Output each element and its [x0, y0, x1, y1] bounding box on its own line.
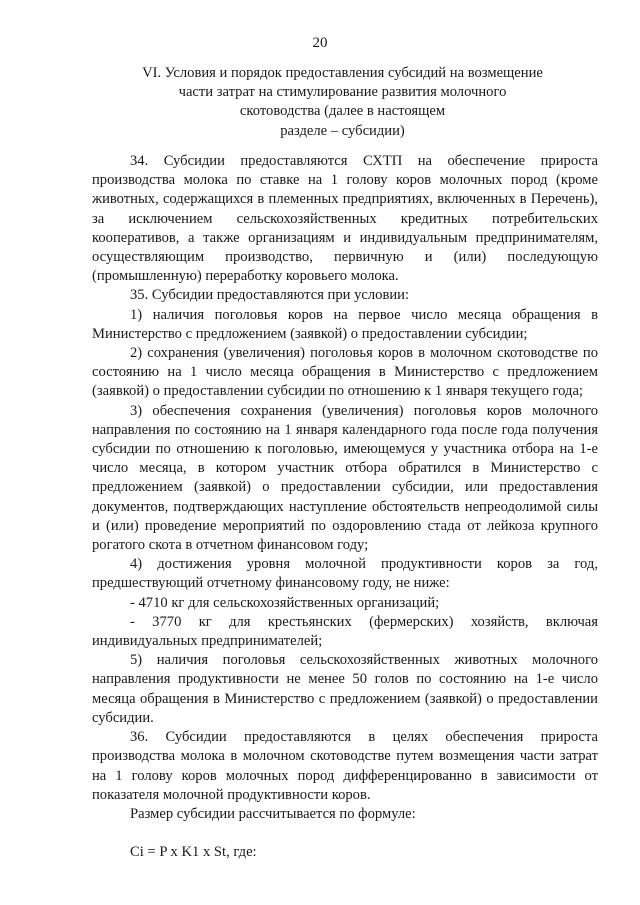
heading-line: разделе – субсидии) — [280, 122, 405, 139]
condition-3: 3) обеспечения сохранения (увеличения) поголовья коров молочного направления по состоянию на 1 января календарного года после года получения субсидии по отношению к поголовью, имеющемуся у участника отбора на 1-е число месяца, в котором участник отбора обратился в Министерство с предложением (заявкой) о предоставлении субсидии, или предоставления документов, подтверждающих наступление обстоятельств непреодолимой силы и (или) проведение мероприятий по оздоровлению стада от лейкоза крупного рогатого скота в отчетном финансовом году; — [92, 402, 598, 554]
page-number: 20 — [312, 35, 328, 51]
paragraph-35: 35. Субсидии предоставляются при условии: — [130, 287, 410, 304]
condition-1: 1) наличия поголовья коров на первое число месяца обращения в Министерство с предложением (заявкой) о предоставлении субсидии; — [92, 306, 598, 342]
formula: Ci = P x K1 x St, где: — [130, 844, 257, 861]
paragraph-36: 36. Субсидии предоставляются в целях обеспечения прироста производства молока в молочном скотоводстве путем возмещения части затрат на 1 голову коров молочных пород дифференцированно в зависимости от показателя молочной продуктивности коров. — [92, 729, 598, 803]
heading-line: части затрат на стимулирование развития молочного — [178, 84, 507, 101]
body-text — [92, 152, 598, 862]
condition-5: 5) наличия поголовья сельскохозяйственных животных молочного направления продуктивности не менее 50 голов по состоянию на 1-е число месяца обращения в Министерство с предложением (заявкой) о предоставлении субсидии. — [92, 652, 598, 726]
formula-intro: Размер субсидии рассчитывается по формуле: — [130, 805, 416, 822]
condition-4-item-organizations: - 4710 кг для сельскохозяйственных организаций; — [130, 594, 440, 611]
heading-line: VI. Условия и порядок предоставления субсидий на возмещение — [142, 65, 543, 81]
heading-line: скотоводства (далее в настоящем — [239, 103, 446, 120]
condition-2: 2) сохранения (увеличения) поголовья коров в молочном скотоводстве по состоянию на 1 число месяца обращения в Министерство с предложением (заявкой) о предоставлении субсидии по отношению к 1 января текущего года; — [92, 345, 598, 400]
section-heading — [120, 64, 565, 141]
condition-4: 4) достижения уровня молочной продуктивности коров за год, предшествующий отчетному финансовому году, не ниже: — [92, 556, 598, 592]
condition-4-item-farms: - 3770 кг для крестьянских (фермерских) хозяйств, включая индивидуальных предпринимателей; — [92, 613, 598, 650]
paragraph-34: 34. Субсидии предоставляются СХТП на обеспечение прироста производства молока по ставке на 1 голову коров молочных пород (кроме животных, содержащихся в племенных предприятиях, включенных в Перечень), за исключением сельскохозяйственных кредитных потребительских кооперативов, а также организациям и индивидуальным предпринимателям, осуществляющим производство, первичную и (или) последующую (промышленную) переработку коровьего молока. — [92, 153, 598, 285]
